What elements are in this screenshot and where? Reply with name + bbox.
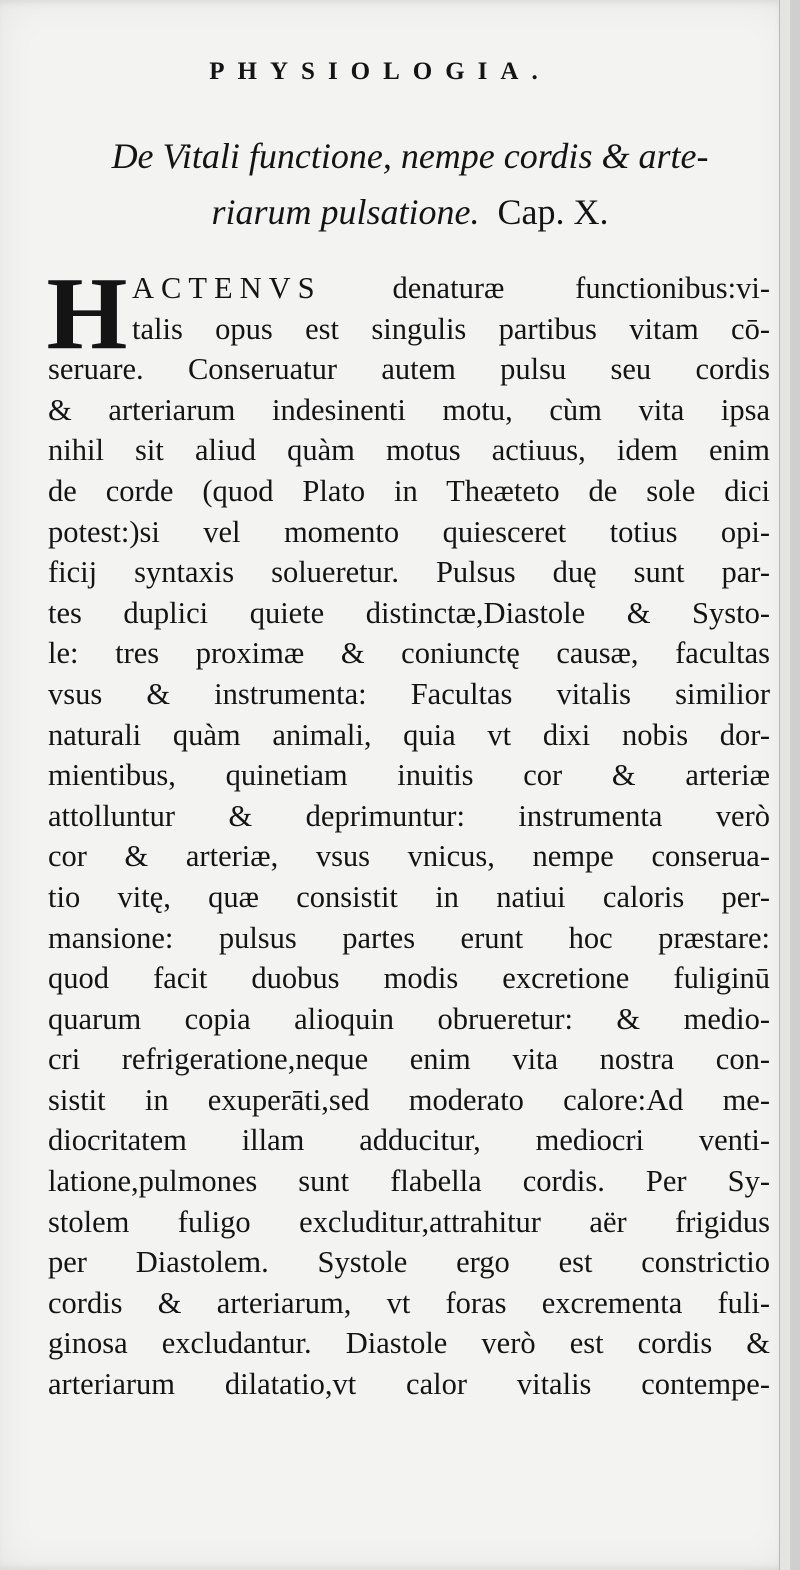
first-word: ACTENVS xyxy=(132,271,322,305)
chapter-title xyxy=(40,128,780,240)
text-line-27: ginosa excludantur. Diastole verò est cordis & xyxy=(48,1326,770,1361)
text-line-5: nihil sit aliud quàm motus actiuus, idem enim xyxy=(48,433,770,468)
text-line-26: cordis & arteriarum, vt foras excrementa fuli- xyxy=(48,1285,770,1320)
text-line-28: arteriarum dilatatio,vt calor vitalis contempe- xyxy=(48,1367,770,1402)
text-line-4: & arteriarum indesinenti motu, cùm vita ipsa xyxy=(48,392,770,427)
text-line-21: sistit in exuperāti,sed moderato calore:Ad me- xyxy=(48,1082,770,1117)
text-line-25: per Diastolem. Systole ergo est constrictio xyxy=(48,1245,770,1280)
chapter-title-line-2 xyxy=(40,184,780,240)
chapter-title-line-1: De Vitali functione, nempe cordis & arte- xyxy=(111,136,709,176)
text-line-20: cri refrigeratione,neque enim vita nostra con- xyxy=(48,1042,770,1077)
text-line-19: quarum copia alioquin obrueretur: & medio- xyxy=(48,1001,770,1036)
text-line-16: tio vitę, quæ consistit in natiui caloris per- xyxy=(48,879,770,914)
chapter-number: Cap. X. xyxy=(497,192,609,232)
text-line-22: diocritatem illam adducitur, mediocri venti- xyxy=(48,1123,770,1158)
text-line-18: quod facit duobus modis excretione fuliginū xyxy=(48,961,770,996)
page-edge xyxy=(779,0,790,1570)
text-line-7: potest:)si vel momento quiesceret totius opi- xyxy=(48,514,770,549)
text-line-1-rest: denaturæ functionibus:vi- xyxy=(392,271,771,305)
text-line-17: mansione: pulsus partes erunt hoc præstare: xyxy=(48,920,770,955)
text-line-2: talis opus est singulis partibus vitam cō- xyxy=(132,311,770,346)
text-line-14: attolluntur & deprimuntur: instrumenta verò xyxy=(48,798,770,833)
text-line-13: mientibus, quinetiam inuitis cor & arteriæ xyxy=(48,758,770,793)
text-line-23: latione,pulmones sunt flabella cordis. Per Sy- xyxy=(48,1164,770,1199)
body-text xyxy=(48,268,770,1405)
text-line-1 xyxy=(48,268,770,309)
drop-cap: H xyxy=(46,256,128,371)
text-line-8: ficij syntaxis solueretur. Pulsus duę sunt par- xyxy=(48,555,770,590)
text-line-11: vsus & instrumenta: Facultas vitalis similior xyxy=(48,676,770,711)
text-line-12: naturali quàm animali, quia vt dixi nobis dor- xyxy=(48,717,770,752)
text-line-9: tes duplici quiete distinctæ,Diastole & Systo- xyxy=(48,595,770,630)
text-line-15: cor & arteriæ, vsus vnicus, nempe conserua- xyxy=(48,839,770,874)
text-line-24: stolem fuligo excluditur,attrahitur aër frigidus xyxy=(48,1204,770,1239)
chapter-title-line-2-text: riarum pulsatione. xyxy=(211,192,480,232)
text-line-3: seruare. Conseruatur autem pulsu seu cordis xyxy=(48,352,770,387)
text-line-6: de corde (quod Plato in Theæteto de sole dici xyxy=(48,473,770,508)
running-head: PHYSIOLOGIA. xyxy=(209,58,551,85)
text-line-10: le: tres proximæ & coniunctę causæ, facultas xyxy=(48,636,770,671)
